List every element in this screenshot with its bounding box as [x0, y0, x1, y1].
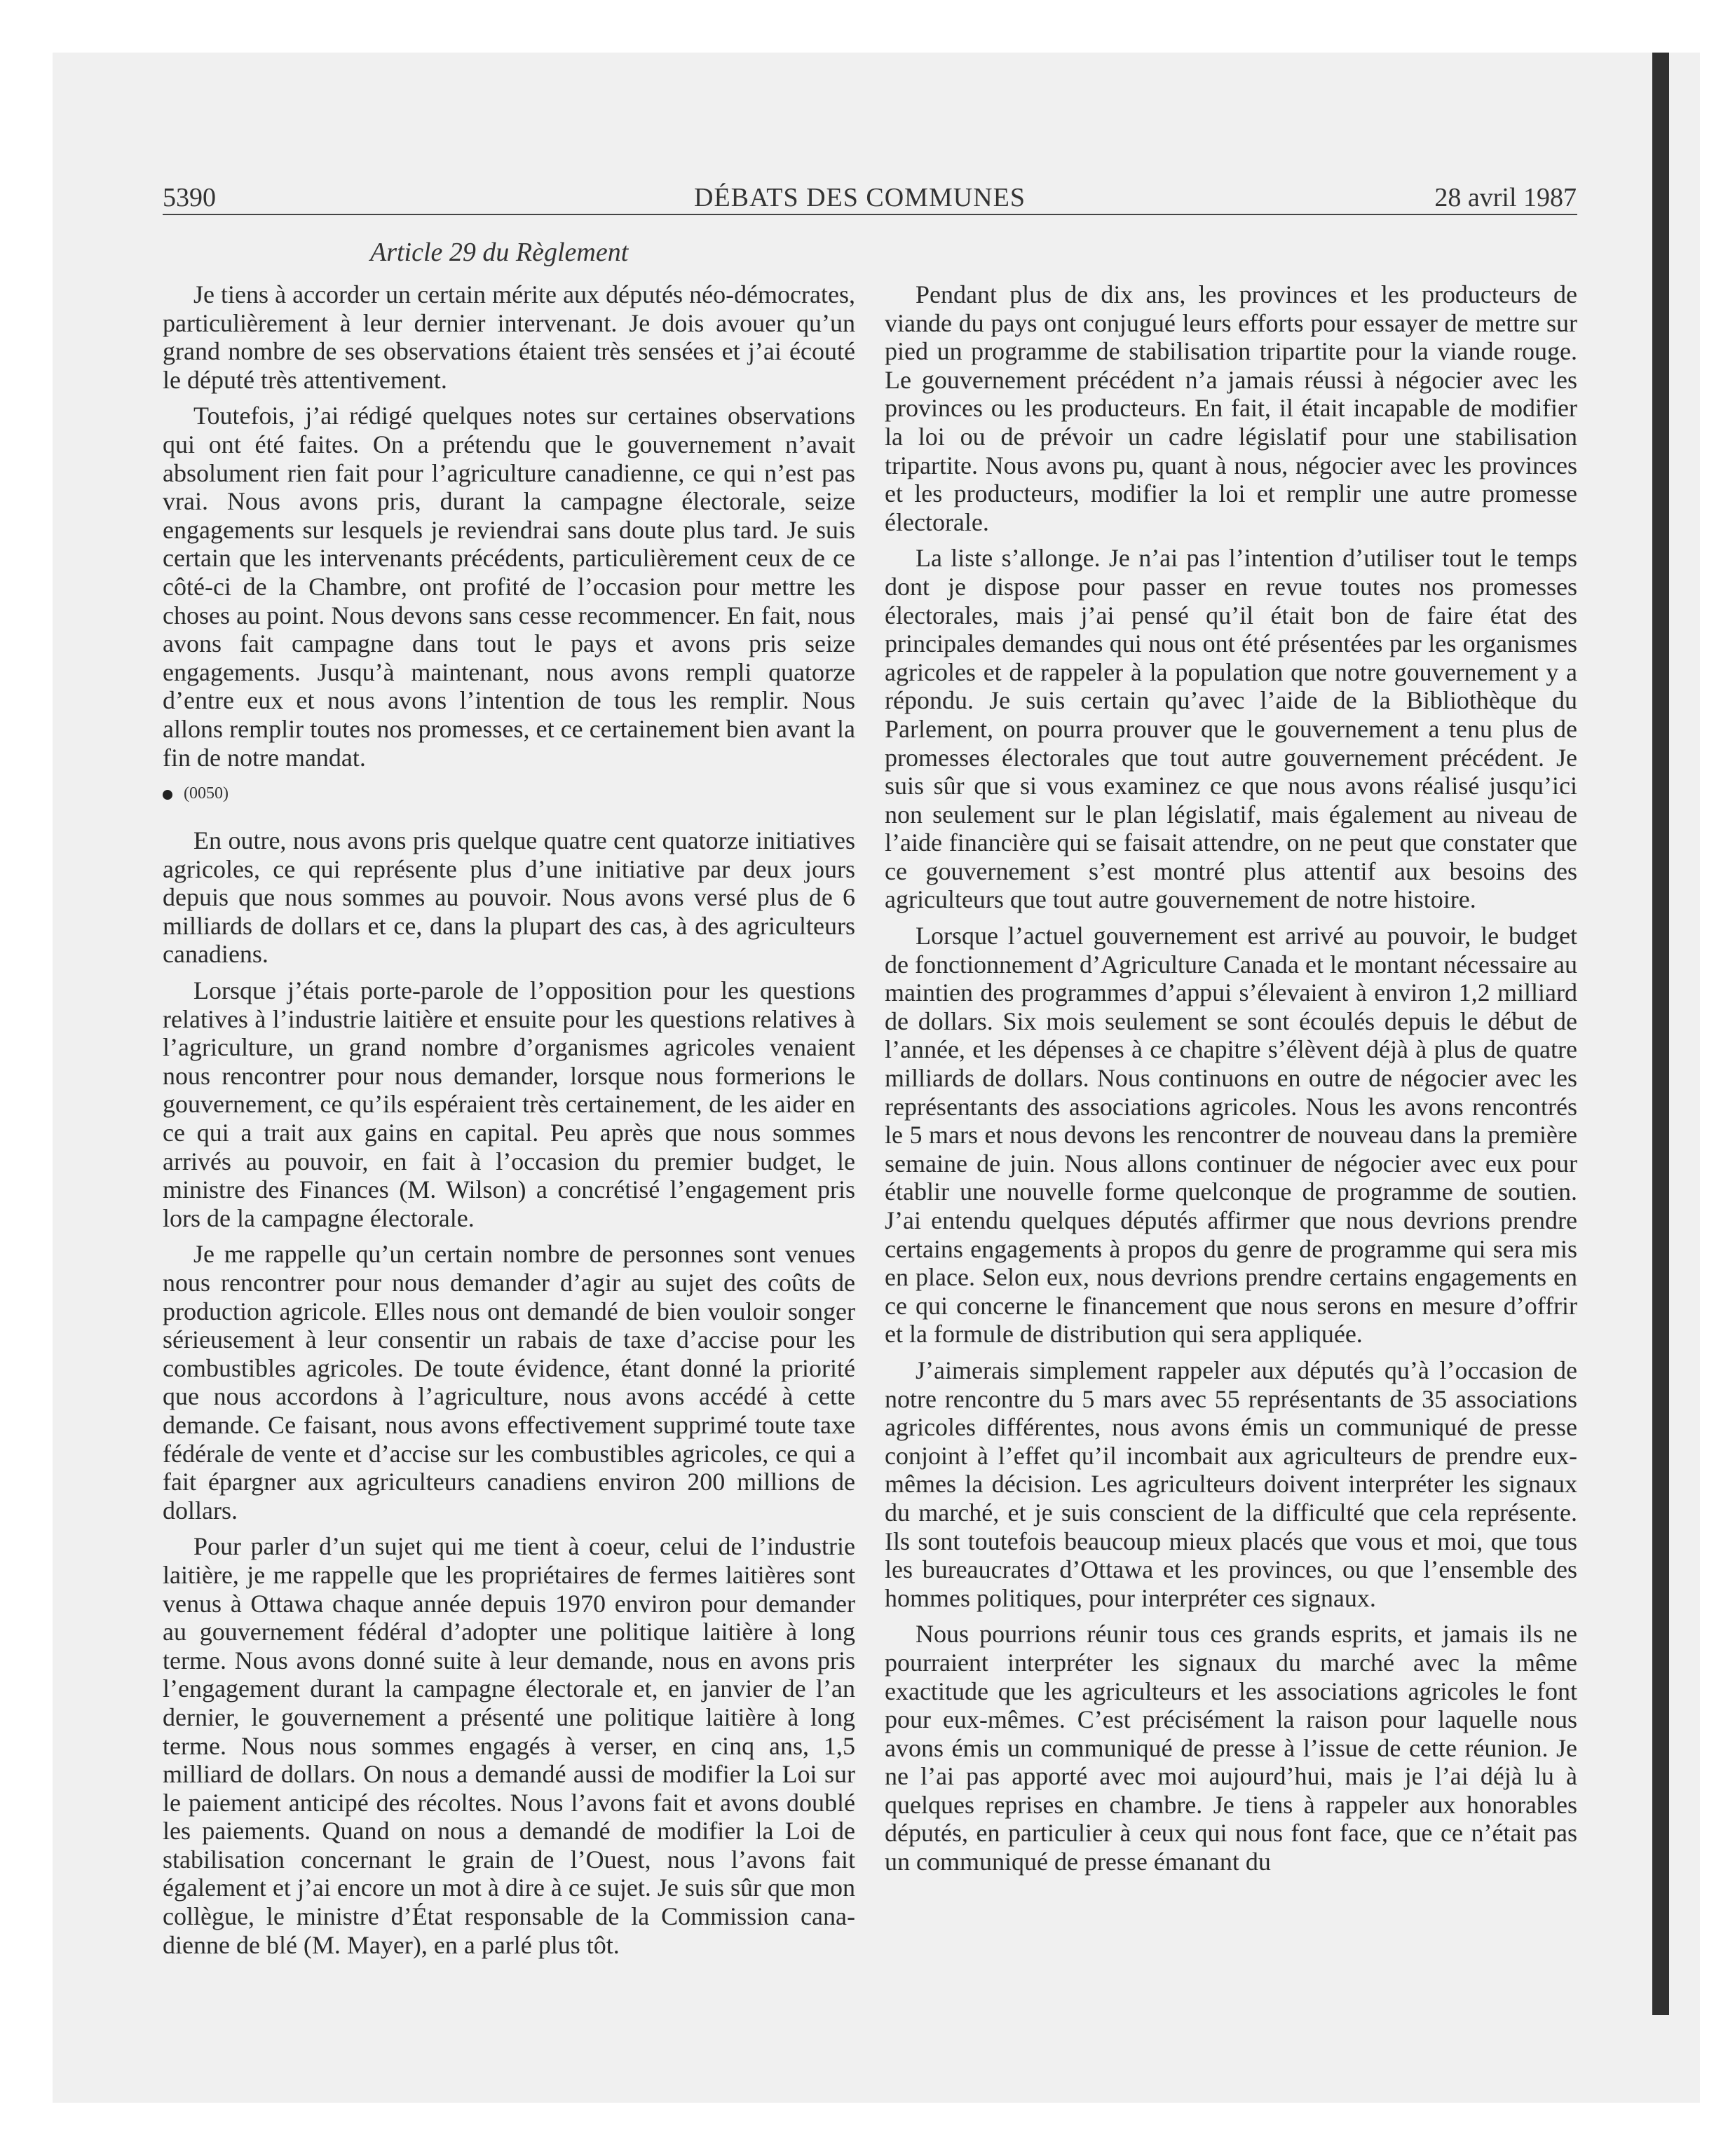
page-number: 5390	[163, 183, 216, 212]
page-edge-shadow	[1652, 53, 1669, 2015]
paragraph: J’aimerais simplement rappeler aux députés qu’à l’occasion de notre rencontre du 5 mars avec 55 représentants de 35 associations agricoles différentes, nous avons émis un communiqué de presse conjoint à l’effet qu’il incombait aux agriculteurs de prendre eux-mêmes la décision. Les agriculteurs doivent interpréter les signaux du marché, et je suis conscient de la difficulté que cela représente. Ils sont toutefois beaucoup mieux placés que vous et moi, que tous les bureaucrates d’Ottawa et les provinces, ou que l’ensemble des hommes politiques, pour interpréter ces signaux.	[885, 1356, 1577, 1612]
paragraph: Je me rappelle qu’un certain nombre de personnes sont venues nous rencontrer pour nous demander d’agir au sujet des coûts de production agricole. Elles nous ont demandé de bien vouloir songer sérieusement à leur consentir un rabais de taxe d’accise pour les combustibles agricoles. De toute évidence, étant donné la priorité que nous accordons à l’agriculture, nous avons accédé à cette demande. Ce faisant, nous avons effectivement supprimé toute taxe fédérale de vente et d’accise sur les combustibles agricoles, ce qui a fait épargner aux agriculteurs canadiens environ 200 millions de dollars.	[163, 1240, 855, 1524]
paragraph: Nous pourrions réunir tous ces grands esprits, et jamais ils ne pourraient interpréter les signaux du marché avec la même exactitude que les agriculteurs et les associations agricoles le font pour eux-mêmes. C’est précisément la raison pour laquelle nous avons émis un communiqué de presse à l’issue de cette réunion. Je ne l’ai pas apporté avec moi aujourd’hui, mais je l’ai déjà lu à quelques reprises en chambre. Je tiens à rappeler aux honorables députés, en particulier à ceux qui nous font face, que ce n’était pas un communiqué de presse émanant du	[885, 1620, 1577, 1876]
publication-title: DÉBATS DES COMMUNES	[694, 183, 1026, 212]
paragraph: Pendant plus de dix ans, les provinces et les producteurs de viande du pays ont conjugué leurs efforts pour essayer de mettre sur pied un programme de stabilisation tripartite pour la viande rouge. Le gouvernement précédent n’a jamais réussi à négocier avec les provinces ou les producteurs. En fait, il était incapable de modifier la loi ou de prévoir un cadre législatif pour une stabilisation tripartite. Nous avons pu, quant à nous, négocier avec les provinces et les producteurs, modifier la loi et remplir une autre promesse électorale.	[885, 280, 1577, 536]
paragraph: En outre, nous avons pris quelque quatre cent quatorze initiatives agricoles, ce qui représente plus d’une initiative par deux jours depuis que nous sommes au pouvoir. Nous avons versé plus de 6 milliards de dollars et ce, dans la plupart des cas, à des agriculteurs canadiens.	[163, 826, 855, 969]
section-title: Article 29 du Règlement	[370, 238, 629, 267]
paragraph: Lorsque j’étais porte-parole de l’opposition pour les questions relatives à l’industrie laitière et ensuite pour les questions relatives à l’agriculture, un grand nombre d’organismes agricoles venaient nous rencontrer pour nous demander, lorsque nous formerions le gouvernement, ce qu’ils espéraient très certainement, de les aider en ce qui a trait aux gains en capital. Peu après que nous sommes arrivés au pouvoir, en fait à l’occasion du premier budget, le ministre des Finances (M. Wilson) a concrétisé l’engagement pris lors de la campagne électorale.	[163, 976, 855, 1232]
paragraph: Toutefois, j’ai rédigé quelques notes sur certaines observations qui ont été faites. On a prétendu que le gouvernement n’avait absolument rien fait pour l’agriculture canadienne, ce qui n’est pas vrai. Nous avons pris, durant la campagne électorale, seize engagements sur lesquels je reviendrai sans doute plus tard. Je suis certain que les intervenants précédents, particulièrement ceux de ce côté-ci de la Chambre, ont profité de l’occasion pour mettre les choses au point. Nous devons sans cesse recommencer. En fait, nous avons fait campagne dans tout le pays et avons pris seize engagements. Jusqu’à maintenant, nous avons rempli quatorze d’entre eux et nous avons l’intention de tous les remplir. Nous allons remplir toutes nos promesses, et ce certainement bien avant la fin de notre mandat.	[163, 402, 855, 772]
paragraph: Lorsque l’actuel gouvernement est arrivé au pouvoir, le budget de fonctionnement d’Agriculture Canada et le montant nécessaire au maintien des programmes d’appui s’élevaient à environ 1,2 milliard de dollars. Six mois seulement se sont écoulés depuis le début de l’année, et les dépenses à ce chapitre s’élèvent déjà à plus de quatre milliards de dollars. Nous continuons en outre de négocier avec les représentants des associations agricoles. Nous les avons rencontrés le 5 mars et nous devons les rencontrer de nouveau dans la première semaine de juin. Nous allons continuer de négocier avec eux pour établir une nouvelle forme quelconque de programme de soutien. J’ai entendu quelques députés affirmer que nous devrions prendre certains engagements à propos du genre de programme qui sera mis en place. Selon eux, nous devrions prendre certains engagements en ce qui concerne le financement que nous serons en mesure d’offrir et la formule de distribution qui sera appliquée.	[885, 922, 1577, 1349]
header-rule	[163, 214, 1577, 215]
time-marker	[163, 779, 855, 807]
right-column	[885, 280, 1577, 1876]
paragraph: Je tiens à accorder un certain mérite aux députés néo-démocrates, particulièrement à leur dernier intervenant. Je dois avouer qu’un grand nombre de ses observations étaient très sensées et j’ai écouté le député très attentivement.	[163, 280, 855, 394]
page-date: 28 avril 1987	[1434, 183, 1577, 212]
paragraph: La liste s’allonge. Je n’ai pas l’intention d’utiliser tout le temps dont je dispose pour passer en revue toutes nos promesses électorales, mais j’ai pensé qu’il était bon de faire état des principales demandes qui nous ont été présentées par les organismes agricoles et de rappeler à la population que notre gouvernement y a répondu. Je suis certain qu’avec l’aide de la Bibliothèque du Parlement, on pourra prouver que le gouvernement a tenu plus de promesses électorales que tout autre gouvernement précédent. Je suis sûr que si vous examinez ce que nous avons réalisé jusqu’ici non seulement sur le plan législatif, mais également au niveau de l’aide financière qui se faisait attendre, on ne peut que constater que ce gouvernement s’est montré plus attentif aux besoins des agriculteurs que tout autre gouvernement de notre histoire.	[885, 544, 1577, 914]
time-marker-label: (0050)	[184, 784, 229, 803]
paragraph: Pour parler d’un sujet qui me tient à coeur, celui de l’industrie laitière, je me rappelle que les propriétaires de fermes laitières sont venus à Ottawa chaque année depuis 1970 environ pour demander au gouvernement fédéral d’adopter une politique laitière à long terme. Nous avons donné suite à leur demande, nous en avons pris l’engagement durant la campagne électorale et, en janvier de l’an dernier, le gouvernement a présenté une politique laitière à long terme. Nous nous sommes engagés à verser, en cinq ans, 1,5 milliard de dollars. On nous a demandé aussi de modifier la Loi sur le paiement anticipé des récoltes. Nous l’avons fait et avons doublé les paiements. Quand on nous a demandé de modifier la Loi de stabilisation concernant le grain de l’Ouest, nous l’avons fait également et j’ai encore un mot à dire à ce sujet. Je suis sûr que mon collègue, le ministre d’État responsable de la Commission canadienne de blé (M. Mayer), en a parlé plus tôt.	[163, 1532, 855, 1959]
left-column	[163, 280, 855, 1959]
bullet-icon	[163, 790, 172, 800]
